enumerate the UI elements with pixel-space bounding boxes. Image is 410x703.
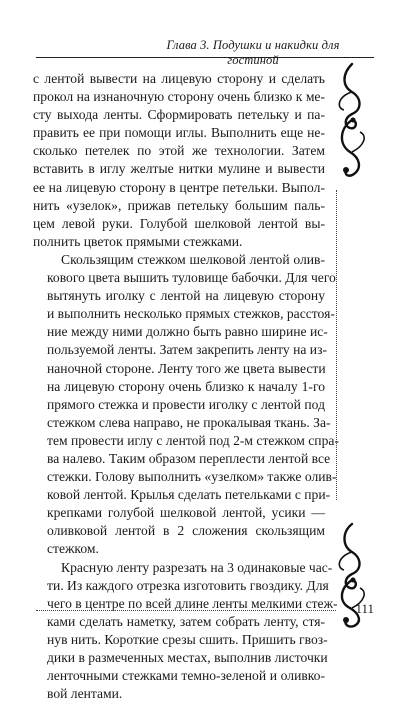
text-line: чего в центре по всей длине ленты мелкими стеж- [47, 595, 338, 611]
paragraph [33, 251, 339, 559]
text-line: прокол на изнаночную сторону очень близко к ме- [33, 89, 325, 105]
text-line: нув нить. Короткие срезы сшить. Пришить гвоз- [47, 631, 328, 647]
text-line: Красную ленту разрезать на 3 одинаковые час- [61, 559, 333, 575]
text-line: на лицевую сторону очень близко к началу 1-го [47, 378, 325, 394]
text-line: наночной стороне. Ленту того же цвета вывести [47, 360, 326, 376]
text-line: стежки. Голову выполнить «узелком» также олив- [47, 469, 337, 485]
text-line: сту выхода ленты. Сформировать петельку и па- [33, 107, 325, 123]
text-line: прямого стежка и провести иголку с лентой под [47, 396, 325, 412]
text-line: Скользящим стежком шелковой лентой олив- [61, 251, 325, 267]
text-line: вой лентами. [47, 686, 123, 702]
text-line: сколько петелек по этой же технологии. Затем [33, 143, 325, 159]
paragraph [33, 559, 338, 703]
text-line: ее на лицевую сторону в центре петельки. Выпол- [33, 179, 325, 195]
text-line: править ее при помощи иглы. Выполнить еще не- [33, 125, 325, 141]
text-line: ленточными стежками темно-зеленой и оливко- [47, 668, 325, 684]
text-line: ва налево. Таким образом переплести лентой все [47, 450, 331, 466]
text-line: вытянуть иголку с лентой на лицевую сторону [47, 288, 325, 304]
margin-dotted-line [336, 190, 337, 500]
paragraph [33, 70, 325, 251]
header-divider [36, 57, 374, 58]
text-line: стежком. [47, 541, 99, 557]
text-line: вставить в иглу желтые нитки мулине и вывести [33, 161, 325, 177]
text-line: оливковой лентой в 2 сложения скользящим [47, 523, 325, 539]
text-line: и выполнить несколько прямых стежков, расстоя- [47, 306, 335, 322]
page-number: 111 [355, 601, 374, 616]
text-line: стежком слева направо, не прокалывая ткань. За- [47, 414, 331, 430]
running-header: Глава 3. Подушки и накидки для гостиной [166, 38, 340, 67]
text-line: тем провести иглу с лентой под 2-м стежком спра- [47, 432, 339, 448]
text-line: с лентой вывести на лицевую сторону и сделать [33, 71, 325, 86]
text-line: ние между ними должно быть равно ширине ис- [47, 324, 328, 340]
text-line: дики в размеченных местах, выполнив листочки [47, 650, 328, 665]
text-line: пользуемой ленты. Затем закрепить ленту на из- [47, 342, 327, 358]
text-line: крепками голубой шелковой лентой, усики — [47, 505, 325, 521]
footer-dotted-rule [36, 610, 336, 611]
body-text [33, 70, 339, 703]
text-line: полнить цветок прямыми стежками. [33, 233, 243, 249]
text-line: кового цвета вышить туловище бабочки. Для чего [47, 270, 336, 286]
text-line: ти. Из каждого отрезка изготовить гвоздику. Для [47, 577, 329, 593]
text-line: ковой лентой. Крылья сделать петельками с при- [47, 487, 331, 503]
text-line: цем левой руки. Голубой шелковой лентой вы- [33, 215, 325, 231]
text-line: ками сделать наметку, затем собрать ленту, стя- [47, 613, 325, 629]
text-line: нить «узелок», прижав петельку большим паль- [33, 197, 325, 213]
flourish-ornament-top [332, 62, 372, 180]
